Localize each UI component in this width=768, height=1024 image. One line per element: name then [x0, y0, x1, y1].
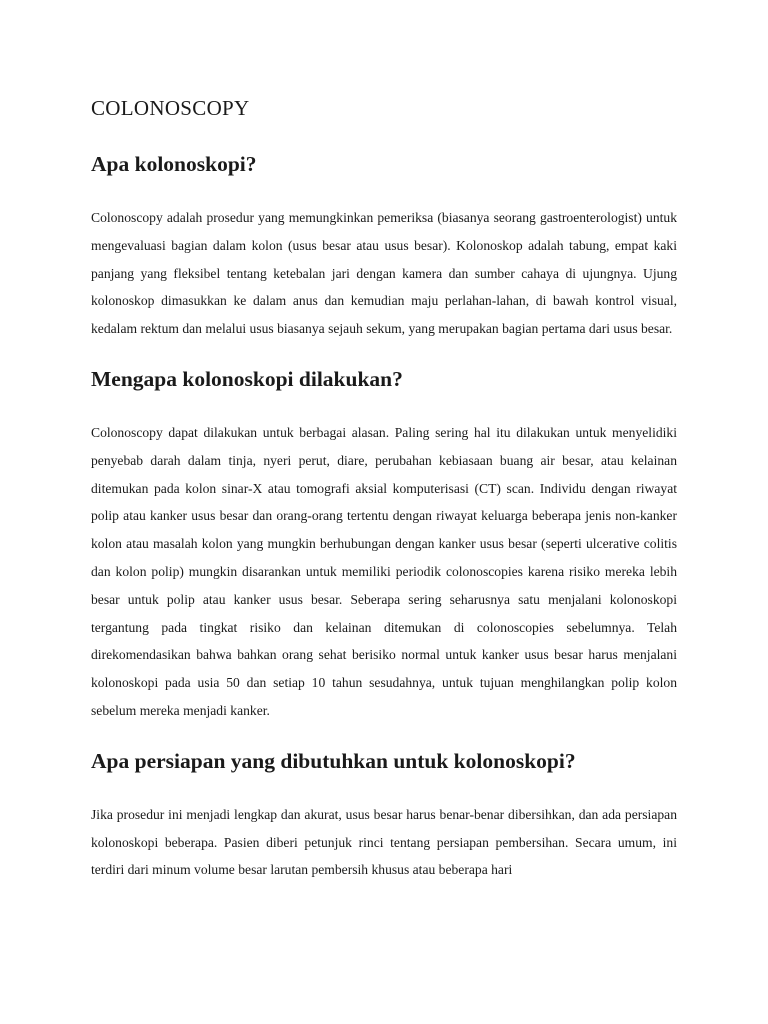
- section-heading: Apa persiapan yang dibutuhkan untuk kolonoskopi?: [91, 748, 576, 773]
- section-heading: Mengapa kolonoskopi dilakukan?: [91, 366, 403, 391]
- document-content: [91, 93, 677, 884]
- section-mengapa-kolonoskopi: [91, 364, 677, 725]
- section-paragraph: Jika prosedur ini menjadi lengkap dan akurat, usus besar harus benar-benar dibersihkan, dan ada persiapan kolonoskopi beberapa. Pasien diberi petunjuk rinci tentang persiapan pembersihan. Secara umum, ini terdiri dari minum volume besar larutan pembersih khusus atau beberapa hari: [91, 806, 677, 878]
- document-title: COLONOSCOPY: [91, 96, 250, 120]
- section-apa-kolonoskopi: [91, 149, 677, 343]
- section-persiapan-kolonoskopi: [91, 746, 677, 884]
- section-paragraph: Colonoscopy adalah prosedur yang memungkinkan pemeriksa (biasanya seorang gastroenterologist) untuk mengevaluasi bagian dalam kolon (usus besar atau usus besar). Kolonoskop adalah tabung, empat kaki panjang yang fleksibel tentang ketebalan jari dengan kamera dan sumber cahaya di ujungnya. Ujung kolonoskop dimasukkan ke dalam anus dan kemudian maju perlahan-lahan, di bawah kontrol visual, kedalam rektum dan melalui usus biasanya sejauh sekum, yang merupakan bagian pertama dari usus besar.: [91, 210, 677, 337]
- section-paragraph: Colonoscopy dapat dilakukan untuk berbagai alasan. Paling sering hal itu dilakukan untuk menyelidiki penyebab darah dalam tinja, nyeri perut, diare, perubahan kebiasaan buang air besar, atau kelainan ditemukan pada kolon sinar-X atau tomografi aksial komputerisasi (CT) scan. Individu dengan riwayat polip atau kanker usus besar dan orang-orang tertentu dengan riwayat keluarga beberapa jenis non-kanker kolon atau masalah kolon yang mungkin berhubungan dengan kanker usus besar (seperti ulcerative colitis dan kolon polip) mungkin disarankan untuk memiliki periodik colonoscopies karena risiko mereka lebih besar untuk polip atau kanker usus besar. Seberapa sering seharusnya satu menjalani kolonoskopi tergantung pada tingkat risiko dan kelainan ditemukan di colonoscopies sebelumnya. Telah direkomendasikan bahwa bahkan orang sehat berisiko normal untuk kanker usus besar harus menjalani kolonoskopi pada usia 50 dan setiap 10 tahun sesudahnya, untuk tujuan menghilangkan polip kolon sebelum mereka menjadi kanker.: [91, 424, 677, 718]
- section-heading: Apa kolonoskopi?: [91, 152, 257, 176]
